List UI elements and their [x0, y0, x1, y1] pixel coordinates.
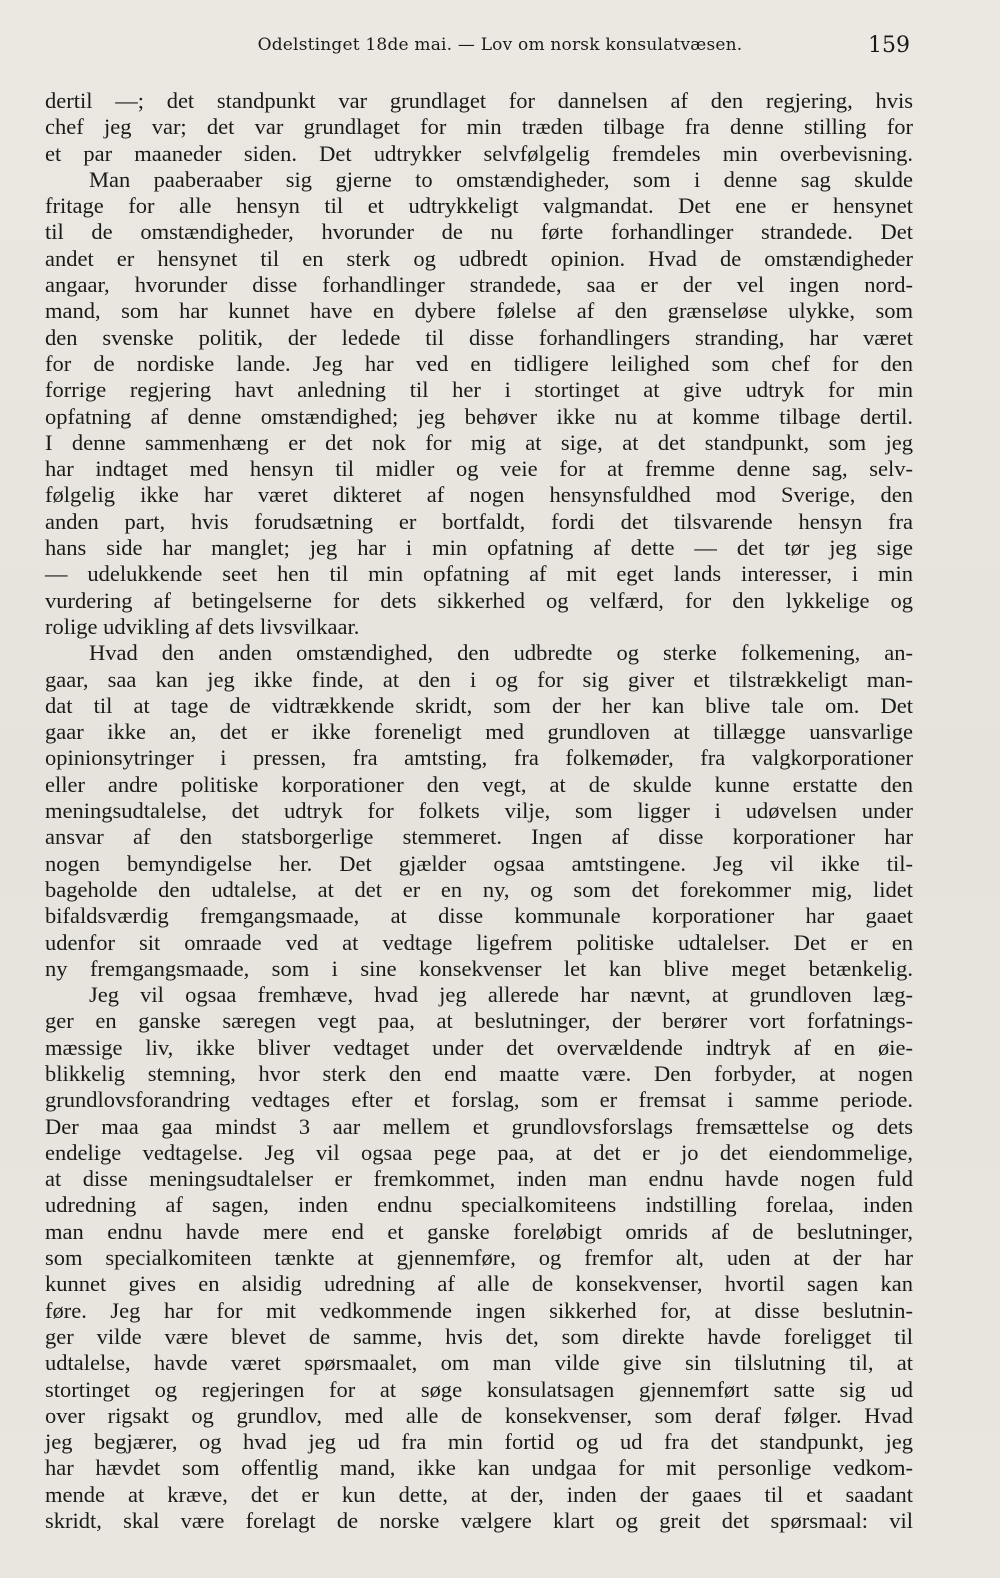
text-line: opinionsytringer i pressen, fra amtsting, fra folkemøder, fra valgkorporationer — [45, 745, 913, 771]
text-line: bageholde den udtalelse, at det er en ny, og som det forekommer mig, lidet — [45, 876, 913, 902]
text-line: Hvad den anden omstændighed, den udbredte og sterke folkemening, an- — [89, 640, 913, 666]
text-line: angaar, hvorunder disse forhandlinger strandede, saa er der vel ingen nord- — [45, 272, 913, 298]
text-line: Man paaberaaber sig gjerne to omstændigheder, som i denne sag skulde — [89, 166, 913, 192]
text-line: følgelig ikke har været dikteret af nogen hensynsfuldhed mod Sverige, den — [45, 482, 913, 508]
text-line: som specialkomiteen tænkte at gjennemføre, og fremfor alt, uden at der har — [45, 1245, 913, 1271]
text-line: vurdering af betingelserne for dets sikkerhed og velfærd, for den lykkelige og — [45, 587, 913, 613]
text-line: nogen bemyndigelse her. Det gjælder ogsaa amtstingene. Jeg vil ikke til- — [45, 850, 913, 876]
text-line: rolige udvikling af dets livsvilkaar. — [45, 613, 360, 639]
text-line: — udelukkende seet hen til min opfatning af mit eget lands interesser, i min — [45, 561, 913, 587]
text-line: skridt, skal være forelagt de norske vælgere klart og greit det spørsmaal: vil — [45, 1508, 913, 1534]
text-line: Der maa gaa mindst 3 aar mellem et grundlovsforslags fremsættelse og dets — [45, 1113, 913, 1139]
text-line: gaar ikke an, det er ikke foreneligt med grundloven at tillægge uansvarlige — [45, 719, 913, 745]
body-text — [45, 88, 913, 1534]
text-line: mende at kræve, det er kun dette, at der, inden der gaaes til et saadant — [45, 1481, 913, 1507]
text-line: fritage for alle hensyn til et udtrykkeligt valgmandat. Det ene er hensynet — [45, 193, 913, 219]
running-head: Odelstinget 18de mai. — Lov om norsk konsulatvæsen. — [257, 35, 743, 55]
text-line: bifaldsværdig fremgangsmaade, at disse kommunale korporationer har gaaet — [45, 903, 913, 929]
text-line: andet er hensynet til en sterk og udbredt opinion. Hvad de omstændigheder — [45, 245, 913, 271]
text-line: har hævdet som offentlig mand, ikke kan undgaa for mit personlige vedkom- — [45, 1455, 913, 1481]
text-line: over rigsakt og grundlov, med alle de konsekvenser, som deraf følger. Hvad — [45, 1402, 913, 1428]
text-line: udredning af sagen, inden endnu specialkomiteens indstilling forelaa, inden — [45, 1192, 913, 1218]
text-line: udtalelse, havde været spørsmaalet, om man vilde give sin tilslutning til, at — [45, 1350, 913, 1376]
text-line: ansvar af den statsborgerlige stemmeret. Ingen af disse korporationer har — [45, 824, 913, 850]
text-line: grundlovsforandring vedtages efter et forslag, som er fremsat i samme periode. — [45, 1087, 913, 1113]
text-line: hans side har manglet; jeg har i min opfatning af dette — det tør jeg sige — [45, 535, 913, 561]
text-line: har indtaget med hensyn til midler og veie for at fremme denne sag, selv- — [45, 456, 913, 482]
text-line: gaar, saa kan jeg ikke finde, at den i og for sig giver et tilstrækkeligt man- — [45, 666, 913, 692]
text-line: et par maaneder siden. Det udtrykker selvfølgelig fremdeles min overbevisning. — [45, 140, 913, 166]
text-line: kunnet gives en alsidig udredning af alle de konsekvenser, hvortil sagen kan — [45, 1271, 913, 1297]
text-line: at disse meningsudtalelser er fremkommet, inden man endnu havde nogen fuld — [45, 1166, 913, 1192]
text-line: mand, som har kunnet have en dybere følelse af den grænseløse ulykke, som — [45, 298, 913, 324]
text-line: man endnu havde mere end et ganske foreløbigt omrids af de beslutninger, — [45, 1218, 913, 1244]
text-line: jeg begjærer, og hvad jeg ud fra min fortid og ud fra det standpunkt, jeg — [45, 1429, 913, 1455]
text-line: meningsudtalelse, det udtryk for folkets vilje, som ligger i udøvelsen under — [45, 798, 913, 824]
text-line: eller andre politiske korporationer den vegt, at de skulde kunne erstatte den — [45, 771, 913, 797]
text-line: den svenske politik, der ledede til disse forhandlingers stranding, har været — [45, 324, 913, 350]
page-number: 159 — [868, 33, 910, 58]
text-line: udenfor sit omraade ved at vedtage ligefrem politiske udtalelser. Det er en — [45, 929, 913, 955]
text-line: ger vilde være blevet de samme, hvis det, som direkte havde foreligget til — [45, 1323, 913, 1349]
text-line: opfatning af denne omstændighed; jeg behøver ikke nu at komme tilbage dertil. — [45, 403, 913, 429]
text-line: dertil —; det standpunkt var grundlaget for dannelsen af den regjering, hvis — [45, 88, 913, 113]
text-line: stortinget og regjeringen for at søge konsulatsagen gjennemført satte sig ud — [45, 1376, 913, 1402]
text-line: Jeg vil ogsaa fremhæve, hvad jeg allerede har nævnt, at grundloven læg- — [89, 982, 913, 1008]
page-header — [0, 35, 1000, 65]
text-line: forrige regjering havt anledning til her i stortinget at give udtryk for min — [45, 377, 913, 403]
text-line: mæssige liv, ikke bliver vedtaget under det overvældende indtryk af en øie- — [45, 1034, 913, 1060]
text-line: I denne sammenhæng er det nok for mig at sige, at det standpunkt, som jeg — [45, 429, 913, 455]
text-line: endelige vedtagelse. Jeg vil ogsaa pege paa, at det er jo det eiendommelige, — [45, 1139, 913, 1165]
text-line: ny fremgangsmaade, som i sine konsekvenser let kan blive meget betænkelig. — [45, 955, 913, 981]
text-line: til de omstændigheder, hvorunder de nu førte forhandlinger strandede. Det — [45, 219, 913, 245]
text-line: for de nordiske lande. Jeg har ved en tidligere leilighed som chef for den — [45, 350, 913, 376]
text-line: føre. Jeg har for mit vedkommende ingen sikkerhed for, at disse beslutnin- — [45, 1297, 913, 1323]
text-line: blikkelig stemning, hvor sterk den end maatte være. Den forbyder, at nogen — [45, 1060, 913, 1086]
text-line: ger en ganske særegen vegt paa, at beslutninger, der berører vort forfatnings- — [45, 1008, 913, 1034]
text-line: chef jeg var; det var grundlaget for min træden tilbage fra denne stilling for — [45, 114, 913, 140]
text-line: anden part, hvis forudsætning er bortfaldt, fordi det tilsvarende hensyn fra — [45, 508, 913, 534]
text-line: dat til at tage de vidtrækkende skridt, som der her kan blive tale om. Det — [45, 692, 913, 718]
